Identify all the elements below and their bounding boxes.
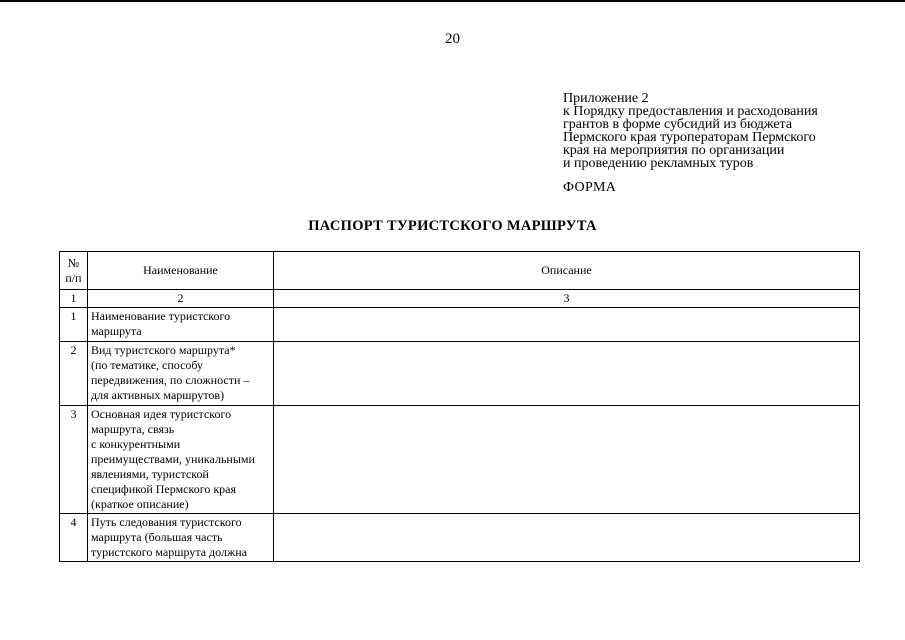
appendix-line: к Порядку предоставления и расходования — [563, 104, 818, 119]
appendix-line: грантов в форме субсидий из бюджета — [563, 117, 793, 132]
column-index-row — [60, 290, 860, 308]
appendix-reference — [563, 92, 883, 170]
table-row — [60, 308, 860, 342]
page-number: 20 — [445, 31, 460, 47]
table-row — [60, 406, 860, 514]
appendix-line: Приложение 2 — [563, 91, 649, 106]
column-index-cell: 2 — [88, 290, 274, 308]
header-number-label: № п/п — [65, 255, 82, 285]
row-name: Основная идея туристского маршрута, связь с конкурентными преимуществами, уникальными явлениями, туристской спецификой Пермского края (краткое описание) — [88, 406, 274, 514]
column-index-cell: 1 — [60, 290, 88, 308]
row-description — [274, 514, 860, 562]
row-number: 1 — [60, 308, 88, 342]
column-index-cell: 3 — [274, 290, 860, 308]
route-passport-table — [59, 251, 860, 562]
row-name: Путь следования туристского маршрута (большая часть туристского маршрута должна — [88, 514, 274, 562]
row-number: 2 — [60, 342, 88, 406]
header-name-label: Наименование — [143, 263, 218, 277]
scan-edge — [0, 0, 905, 2]
appendix-line: края на мероприятия по организации — [563, 143, 785, 158]
row-number: 3 — [60, 406, 88, 514]
header-name — [88, 252, 274, 290]
row-name: Вид туристского маршрута* (по тематике, способу передвижения, по сложности – для активных маршрутов) — [88, 342, 274, 406]
row-name: Наименование туристского маршрута — [88, 308, 274, 342]
appendix-line: и проведению рекламных туров — [563, 156, 754, 171]
header-number — [60, 252, 88, 290]
row-description — [274, 406, 860, 514]
form-label: ФОРМА — [563, 180, 617, 195]
header-description — [274, 252, 860, 290]
row-number: 4 — [60, 514, 88, 562]
table-row — [60, 342, 860, 406]
row-description — [274, 308, 860, 342]
document-title: ПАСПОРТ ТУРИСТСКОГО МАРШРУТА — [308, 218, 597, 234]
header-description-label: Описание — [541, 263, 592, 277]
table-header-row — [60, 252, 860, 290]
table-row — [60, 514, 860, 562]
appendix-line: Пермского края туроператорам Пермского — [563, 130, 816, 145]
row-description — [274, 342, 860, 406]
